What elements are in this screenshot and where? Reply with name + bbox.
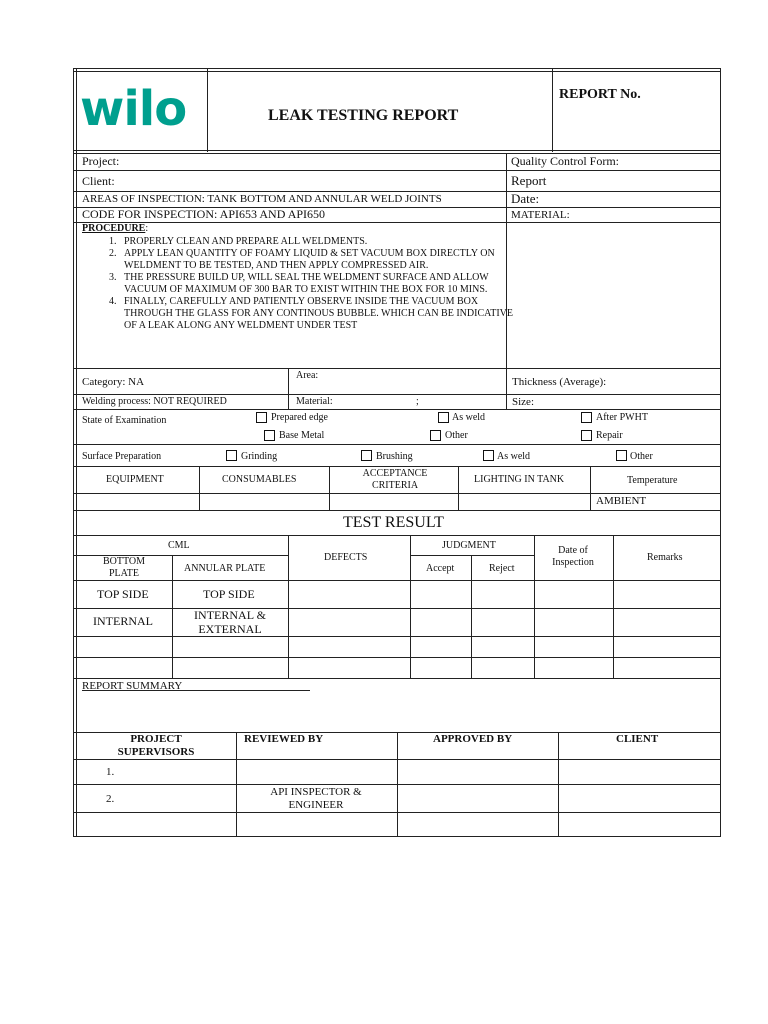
accept-header: Accept [426,563,455,574]
procedure-heading [82,223,148,235]
divider [73,394,721,395]
ambient-value: AMBIENT [596,495,647,507]
divider [73,368,721,369]
divider [397,732,398,837]
acceptance-criteria-label: ACCEPTANCE CRITERIA [362,468,428,491]
after-pwht-checkbox[interactable] [581,412,592,423]
divider [73,222,721,223]
divider [458,466,459,510]
procedure-step: 3. THE PRESSURE BUILD UP, WILL SEAL THE WELDMENT SURFACE AND ALLOW VACUUM OF MAXIMUM OF 300 BAR TO EXIST WITHIN THE BOX FOR 10 MINS. [119,272,515,296]
code-for-inspection: CODE FOR INSPECTION: API653 AND API650 [82,207,326,221]
divider [558,732,559,837]
divider [534,535,535,678]
date-of-inspection-header: Date of Inspection [552,545,594,568]
api-inspector-engineer-label: API INSPECTOR & ENGINEER [270,786,362,811]
procedure-step: 4. FINALLY, CAREFULLY AND PATIENTLY OBSERVE INSIDE THE VACUUM BOX THROUGH THE GLASS FOR ANY CONTINOUS BUBBLE. WHICH CAN BE INDICATIVE OF A LEAK ALONG ANY WELDMENT UNDER TEST [119,296,515,332]
remarks-header: Remarks [647,552,683,563]
divider [73,191,721,192]
temperature-label: Temperature [627,475,678,486]
top-side-cell: TOP SIDE [97,587,149,601]
report-title: LEAK TESTING REPORT [268,107,459,124]
client-label: Client: [82,174,115,188]
divider [73,580,721,581]
base-metal-label: Base Metal [279,430,325,441]
procedure-heading-colon: : [145,223,149,234]
judgment-header: JUDGMENT [442,540,496,551]
divider [288,535,289,678]
divider [236,732,237,837]
project-supervisors-header: PROJECT SUPERVISORS [117,733,195,758]
other-label: Other [445,430,468,441]
prepared-edge-label: Prepared edge [271,412,328,423]
as-weld-checkbox[interactable] [438,412,449,423]
divider [73,493,721,494]
procedure-step: 2. APPLY LEAN QUANTITY OF FOAMY LIQUID & SET VACUUM BOX DIRECTLY ON WELDMENT TO BE TESTED, AND THEN APPLY COMPRESSED AIR. [119,248,515,272]
divider [73,153,721,154]
annular-plate-header: ANNULAR PLATE [184,563,266,574]
as-weld-label: As weld [452,412,486,423]
divider [172,555,173,678]
divider [73,510,721,511]
supervisor-2-label: 2. [106,793,115,805]
divider [199,466,200,510]
repair-label: Repair [596,430,623,441]
cml-header: CML [168,540,190,551]
divider [73,466,721,467]
divider [288,368,289,409]
grinding-checkbox[interactable] [226,450,237,461]
consumables-label: CONSUMABLES [222,474,297,485]
divider [590,466,591,510]
lighting-in-tank-label: LIGHTING IN TANK [474,474,565,485]
reviewed-by-header: REVIEWED BY [244,733,324,745]
bottom-plate-header: BOTTOM PLATE [102,556,146,579]
divider [471,555,472,678]
procedure-step: 1. PROPERLY CLEAN AND PREPARE ALL WELDMENTS. [119,236,515,248]
surface-preparation-label: Surface Preparation [82,451,162,462]
divider [410,535,411,678]
client-header: CLIENT [616,733,659,745]
grinding-label: Grinding [241,451,278,462]
divider [73,150,721,151]
material-field-label: Material: [296,396,333,407]
test-result-title: TEST RESULT [343,514,444,531]
date-label: Date: [511,191,540,206]
divider [506,368,507,409]
divider [73,170,721,171]
divider [73,444,721,445]
surface-other-label: Other [630,451,653,462]
divider [410,555,534,556]
quality-control-form-label: Quality Control Form: [511,154,619,168]
surface-as-weld-checkbox[interactable] [483,450,494,461]
reject-header: Reject [489,563,515,574]
internal-cell: INTERNAL [93,614,153,628]
report-summary-underline [82,690,310,691]
after-pwht-label: After PWHT [596,412,648,423]
defects-header: DEFECTS [324,552,368,563]
other-checkbox[interactable] [430,430,441,441]
size-label: Size: [512,396,534,408]
brushing-label: Brushing [376,451,413,462]
procedure-heading-text: PROCEDURE [82,223,146,234]
report-number-label: REPORT No. [559,87,641,102]
material-separator: ; [416,396,419,407]
report-summary-label: REPORT SUMMARY [82,680,183,692]
material-label: MATERIAL: [511,209,570,221]
divider [73,636,721,637]
area-label: Area: [296,370,319,381]
category-label: Category: NA [82,376,145,388]
surface-as-weld-label: As weld [497,451,531,462]
procedure-steps [73,236,515,332]
base-metal-checkbox[interactable] [264,430,275,441]
divider [207,68,208,152]
thickness-label: Thickness (Average): [512,376,607,388]
divider [73,409,721,410]
form-top-double-line [73,71,721,72]
divider [613,535,614,678]
approved-by-header: APPROVED BY [433,733,513,745]
top-side-cell: TOP SIDE [203,587,255,601]
report-label: Report [511,173,547,188]
internal-external-cell: INTERNAL & EXTERNAL [194,608,266,636]
brushing-checkbox[interactable] [361,450,372,461]
divider [73,535,721,536]
state-of-examination-label: State of Examination [82,415,167,426]
supervisor-1-label: 1. [106,766,115,778]
wilo-logo: wilo [80,81,187,137]
areas-of-inspection: AREAS OF INSPECTION: TANK BOTTOM AND ANNULAR WELD JOINTS [82,193,442,205]
repair-checkbox[interactable] [581,430,592,441]
divider [73,657,721,658]
surface-other-checkbox[interactable] [616,450,627,461]
divider [73,608,721,609]
divider [552,68,553,152]
equipment-label: EQUIPMENT [106,474,164,485]
divider [329,466,330,510]
project-label: Project: [82,154,120,168]
welding-process-label: Welding process: NOT REQUIRED [82,396,227,407]
form-left-double-line [76,68,77,837]
prepared-edge-checkbox[interactable] [256,412,267,423]
divider [73,678,721,679]
